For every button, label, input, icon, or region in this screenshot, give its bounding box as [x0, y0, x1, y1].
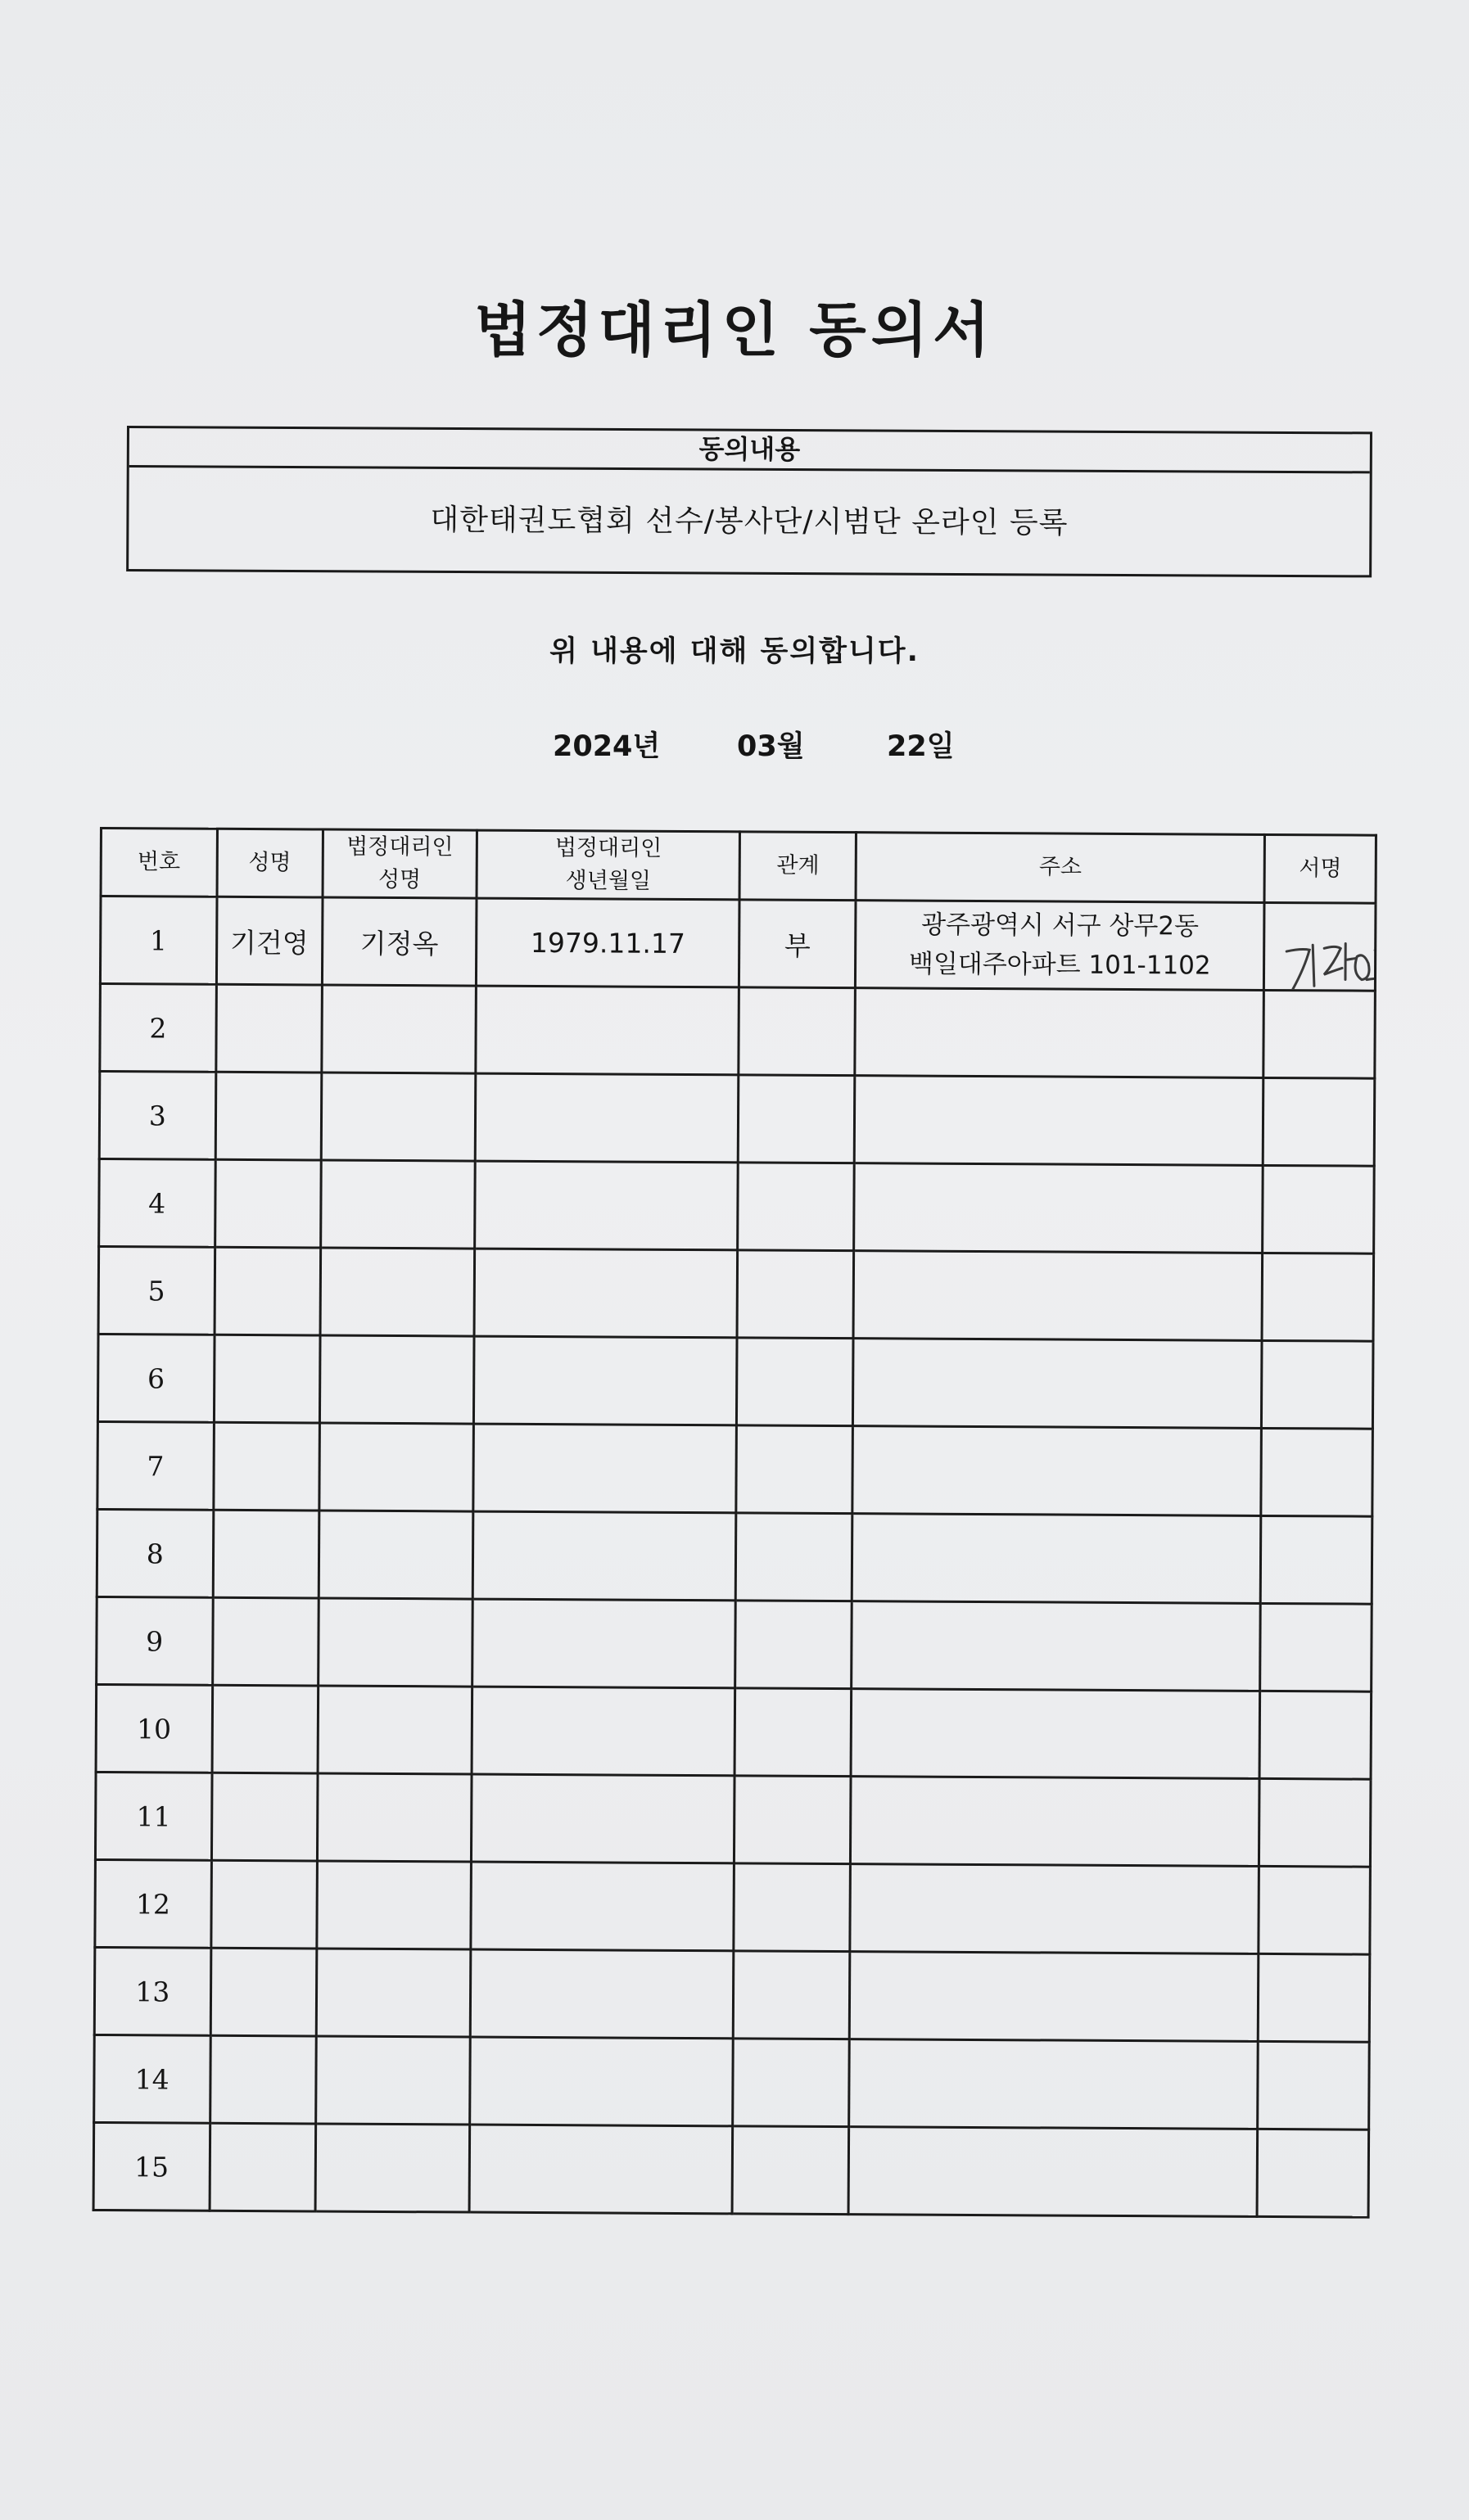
consent-body: 대한태권도협회 선수/봉사단/시범단 온라인 등록: [430, 503, 1069, 540]
header-name: 성명: [217, 829, 323, 897]
row-signature: [1262, 1340, 1373, 1429]
row-address: [854, 1076, 1263, 1166]
table-row: [97, 1421, 1373, 1516]
row-guardian-birth: [475, 1161, 739, 1250]
row-number: 11: [95, 1772, 211, 1860]
table-row: [93, 2122, 1369, 2217]
row-guardian-birth: [471, 1862, 734, 1951]
row-address: [849, 2039, 1259, 2129]
row-guardian-name: [319, 1511, 473, 1599]
row-address: [852, 1601, 1261, 1691]
row-relation: [735, 1601, 852, 1689]
row-relation: [734, 1776, 851, 1864]
row-number: 4: [99, 1159, 215, 1248]
row-address: [853, 1251, 1263, 1341]
row-number: 14: [94, 2035, 210, 2123]
row-address: [850, 1777, 1259, 1867]
row-signature: [1258, 2041, 1369, 2129]
table-row: [95, 1772, 1371, 1867]
row-number: 12: [95, 1859, 211, 1948]
row-guardian-birth: [473, 1336, 737, 1425]
row-signature: [1261, 1515, 1372, 1604]
row-number: 15: [93, 2122, 210, 2211]
row-address: [848, 2127, 1258, 2217]
row-name: [210, 2035, 316, 2124]
row-number: 3: [99, 1072, 215, 1160]
row-address: [849, 1952, 1259, 2042]
row-guardian-birth: 1979.11.17: [476, 898, 739, 987]
row-signature: [1261, 1428, 1372, 1516]
date-month: 03월: [737, 730, 805, 763]
row-guardian-birth: [476, 986, 739, 1075]
table-row: [100, 896, 1376, 991]
row-name: [213, 1422, 319, 1511]
header-guardian-birth: [477, 830, 740, 900]
row-relation: [736, 1513, 852, 1601]
row-guardian-name: [322, 985, 477, 1073]
row-guardian-name: [320, 1248, 475, 1336]
row-guardian-name: 기정옥: [322, 897, 477, 986]
row-guardian-birth: [472, 1511, 736, 1601]
row-address: [852, 1339, 1262, 1429]
row-name: [214, 1335, 320, 1423]
row-address: [852, 1514, 1261, 1604]
row-name: [215, 1159, 321, 1248]
table-row: [99, 1072, 1375, 1167]
row-name: [213, 1510, 319, 1598]
header-signature: 서명: [1264, 834, 1376, 903]
consent-header: 동의내용: [129, 428, 1370, 473]
row-relation: [739, 987, 855, 1076]
row-number: 9: [97, 1596, 213, 1685]
date-year: 2024년: [553, 730, 661, 763]
row-name: 기건영: [216, 896, 323, 985]
header-guardian-name-line1: 법정대리인: [346, 833, 454, 860]
guardian-table: [93, 827, 1377, 2219]
row-number: 2: [100, 984, 216, 1073]
table-row: [99, 1159, 1375, 1254]
row-number: 1: [100, 896, 216, 985]
row-guardian-birth: [474, 1249, 738, 1338]
row-guardian-name: [317, 1861, 472, 1949]
row-signature: [1263, 1077, 1375, 1166]
row-signature: [1263, 990, 1375, 1078]
header-guardian-name-line2: 성명: [377, 866, 422, 893]
table-row: [94, 1947, 1370, 2042]
row-signature: [1258, 2129, 1369, 2217]
header-guardian-birth-line1: 법정대리인: [554, 835, 662, 861]
row-relation: [733, 2039, 849, 2127]
header-number: 번호: [101, 829, 217, 897]
row-signature: [1262, 1253, 1373, 1341]
table-row: [97, 1596, 1372, 1691]
row-relation: [733, 2126, 849, 2215]
row-signature: [1264, 902, 1376, 991]
row-guardian-birth: [470, 2037, 734, 2126]
row-relation: [738, 1250, 854, 1339]
date-day: 22일: [887, 730, 955, 763]
consent-box: [126, 426, 1372, 577]
row-guardian-name: [315, 2124, 470, 2212]
header-guardian-birth-line2: 생년월일: [565, 868, 652, 894]
row-guardian-birth: [469, 2125, 733, 2214]
row-number: 8: [97, 1509, 213, 1597]
row-name: [212, 1597, 319, 1686]
row-guardian-name: [316, 2036, 471, 2125]
agreement-statement: 위 내용에 대해 동의합니다.: [549, 635, 920, 668]
row-number: 7: [97, 1421, 214, 1510]
row-relation: [736, 1425, 852, 1514]
row-relation: 부: [739, 900, 856, 988]
row-relation: [739, 1075, 855, 1163]
table-row: [100, 984, 1376, 1079]
row-address-line1: 광주광역시 서구 상무2동: [921, 910, 1200, 942]
row-address-line2: 백일대주아파트 101-1102: [908, 949, 1211, 981]
row-relation: [737, 1338, 853, 1426]
row-name: [211, 1773, 318, 1861]
row-guardian-name: [318, 1686, 472, 1774]
row-guardian-birth: [475, 1073, 739, 1163]
row-name: [212, 1685, 319, 1773]
row-address: [855, 988, 1264, 1078]
table-row: [98, 1247, 1374, 1342]
document-title: 법정대리인 동의서: [474, 296, 995, 364]
row-guardian-name: [316, 1949, 471, 2037]
row-signature: [1259, 1866, 1370, 1954]
row-guardian-name: [321, 1160, 476, 1249]
table-row: [95, 1859, 1371, 1954]
row-guardian-birth: [472, 1687, 735, 1776]
row-guardian-name: [317, 1773, 472, 1862]
row-address: [850, 1864, 1259, 1954]
row-address: [851, 1689, 1260, 1779]
header-address: 주소: [856, 833, 1265, 903]
table-header-row: [101, 829, 1376, 904]
row-guardian-birth: [471, 1774, 734, 1863]
row-signature: [1260, 1603, 1372, 1691]
row-relation: [735, 1688, 852, 1777]
row-signature: [1259, 1953, 1370, 2042]
handwritten-signature: [1277, 920, 1376, 991]
row-number: 13: [94, 1947, 210, 2035]
row-guardian-birth: [470, 1949, 734, 2039]
row-guardian-name: [319, 1335, 474, 1424]
table-row: [96, 1684, 1372, 1779]
row-guardian-name: [319, 1423, 474, 1511]
row-address: [852, 1426, 1262, 1516]
row-guardian-birth: [472, 1599, 736, 1688]
header-guardian-name: [323, 829, 477, 898]
table-row: [94, 2035, 1370, 2129]
row-relation: [738, 1163, 854, 1251]
row-name: [210, 1948, 317, 2036]
row-guardian-name: [319, 1598, 473, 1687]
row-guardian-birth: [473, 1424, 737, 1513]
row-address: [854, 1163, 1263, 1253]
row-signature: [1259, 1778, 1371, 1867]
row-number: 6: [97, 1334, 214, 1422]
row-signature: [1259, 1691, 1371, 1779]
row-number: 10: [96, 1684, 212, 1773]
table-row: [97, 1334, 1373, 1429]
row-name: [215, 984, 322, 1073]
row-number: 5: [98, 1247, 215, 1335]
header-relation: 관계: [740, 832, 857, 901]
table-row: [97, 1509, 1372, 1604]
row-address: [855, 901, 1264, 991]
row-relation: [734, 1863, 850, 1952]
row-signature: [1263, 1165, 1374, 1253]
row-name: [210, 2123, 316, 2211]
row-relation: [734, 1951, 850, 2039]
row-name: [215, 1072, 322, 1160]
row-guardian-name: [321, 1073, 476, 1161]
row-name: [210, 1860, 317, 1949]
row-name: [215, 1247, 321, 1335]
